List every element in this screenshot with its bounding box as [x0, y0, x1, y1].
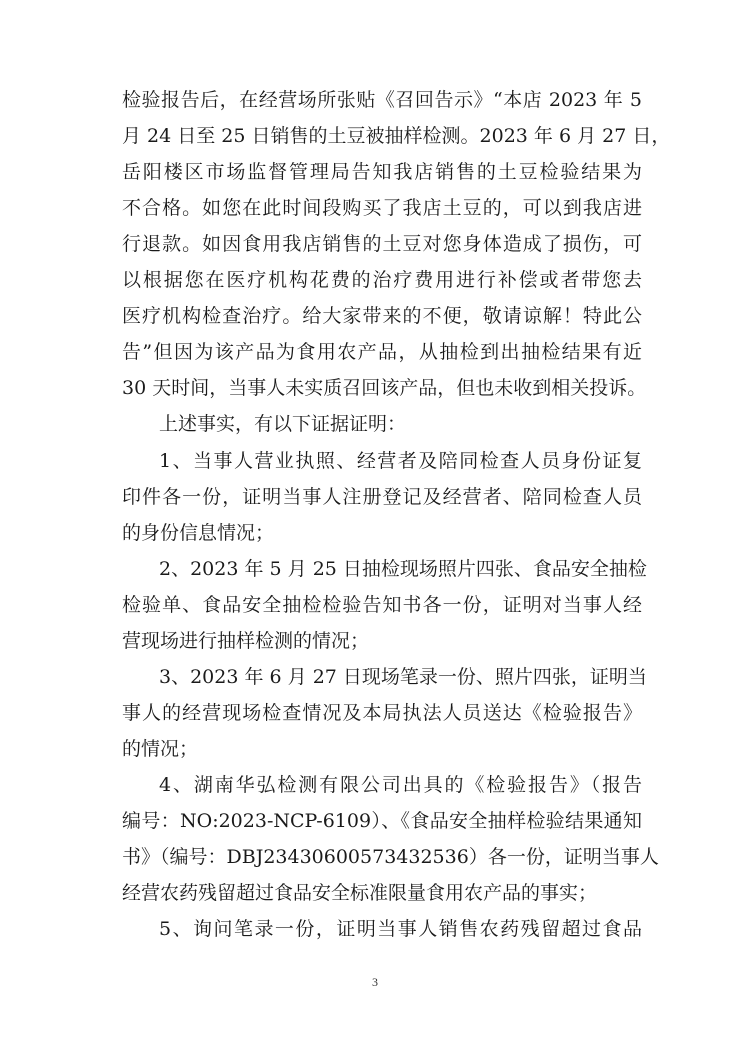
evidence-4-line-2: 编号：NO:2023-NCP-6109）、《食品安全抽样检验结果通知	[122, 810, 642, 832]
evidence-1-line-1: 1、当事人营业执照、经营者及陪同检查人员身份证复	[159, 450, 642, 472]
evidence-4-line-1: 4、湖南华弘检测有限公司出具的《检验报告》（报告	[159, 774, 642, 796]
evidence-2-line-3: 营现场进行抽样检测的情况；	[122, 630, 370, 652]
evidence-1-line-2: 印件各一份，证明当事人注册登记及经营者、陪同检查人员	[122, 486, 642, 508]
evidence-5-line-1: 5、询问笔录一份，证明当事人销售农药残留超过食品	[159, 918, 642, 940]
page-number: 3	[372, 975, 378, 989]
body-line-7: 医疗机构检查治疗。给大家带来的不便，敬请谅解！特此公	[122, 305, 642, 327]
evidence-2-line-1: 2、2023 年 5 月 25 日抽检现场照片四张、食品安全抽检	[159, 558, 647, 580]
evidence-3-line-1: 3、2023 年 6 月 27 日现场笔录一份、照片四张，证明当	[159, 666, 647, 688]
body-line-5: 行退款。如因食用我店销售的土豆对您身体造成了损伤，可	[122, 233, 642, 255]
body-line-3: 岳阳楼区市场监督管理局告知我店销售的土豆检验结果为	[122, 161, 642, 183]
body-line-4: 不合格。如您在此时间段购买了我店土豆的，可以到我店进	[122, 197, 642, 219]
evidence-3-line-2: 事人的经营现场检查情况及本局执法人员送达《检验报告》	[122, 702, 642, 724]
body-line-8: 告”但因为该产品为食用农产品，从抽检到出抽检结果有近	[122, 341, 642, 363]
body-line-2: 月 24 日至 25 日销售的土豆被抽样检测。2023 年 6 月 27 日，	[122, 125, 671, 147]
body-line-6: 以根据您在医疗机构花费的治疗费用进行补偿或者带您去	[122, 269, 642, 291]
evidence-4-line-4: 经营农药残留超过食品安全标准限量食用农产品的事实；	[122, 882, 598, 904]
evidence-4-line-3: 书》（编号：DBJ23430600573432536）各一份，证明当事人	[122, 846, 659, 868]
evidence-3-line-3: 的情况；	[122, 738, 199, 760]
body-line-9: 30 天时间，当事人未实质召回该产品，但也未收到相关投诉。	[122, 377, 647, 399]
evidence-intro: 上述事实，有以下证据证明：	[159, 413, 407, 435]
evidence-1-line-3: 的身份信息情况；	[122, 522, 275, 544]
body-line-1: 检验报告后，在经营场所张贴《召回告示》“本店 2023 年 5	[122, 89, 642, 111]
evidence-2-line-2: 检验单、食品安全抽检检验告知书各一份，证明对当事人经	[122, 594, 642, 616]
